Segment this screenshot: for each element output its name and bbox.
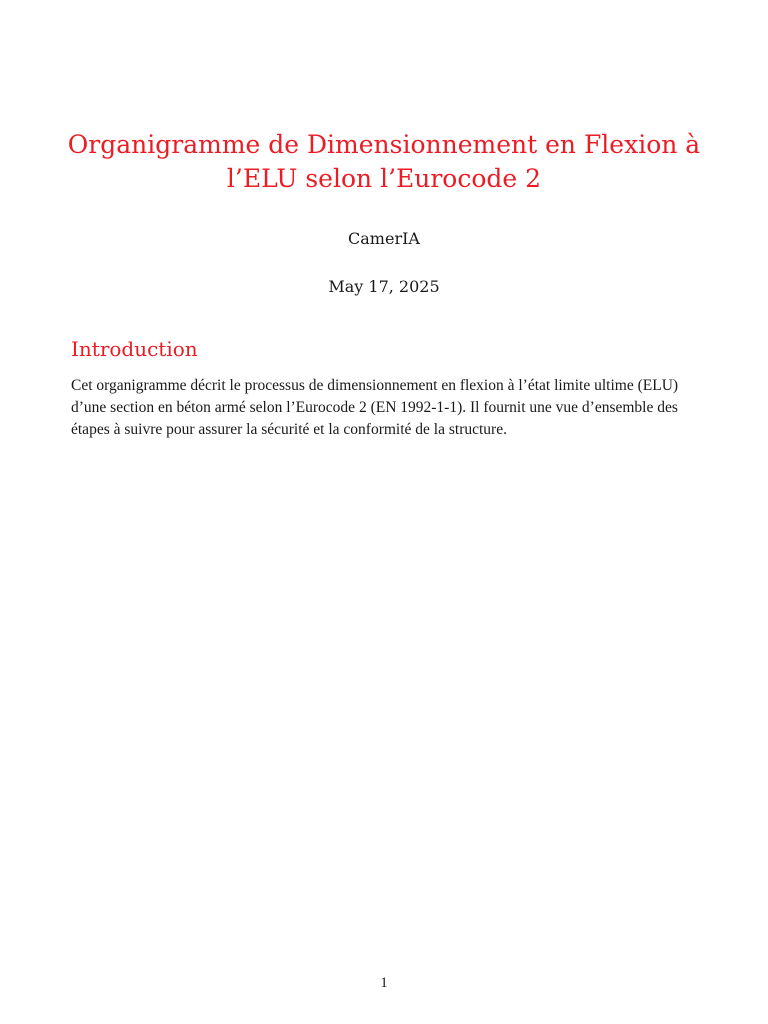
- document-date: May 17, 2025: [328, 277, 440, 296]
- section-heading-introduction: Introduction: [71, 337, 198, 361]
- paragraph-line-3: étapes à suivre pour assurer la sécurité et la conformité de la structure.: [71, 421, 507, 438]
- title-line-1: Organigramme de Dimensionnement en Flexion à: [67, 130, 701, 159]
- title-line-2: l’ELU selon l’Eurocode 2: [226, 164, 542, 193]
- introduction-paragraph: [71, 375, 703, 441]
- document-title: [0, 128, 768, 196]
- document-author: CamerIA: [348, 229, 420, 248]
- paragraph-line-1: Cet organigramme décrit le processus de dimensionnement en flexion à l’état limite ultime (ELU): [71, 377, 679, 394]
- page-number: 1: [380, 975, 388, 991]
- paragraph-line-2: d’une section en béton armé selon l’Eurocode 2 (EN 1992-1-1). Il fournit une vue d’ensemble des: [71, 399, 678, 416]
